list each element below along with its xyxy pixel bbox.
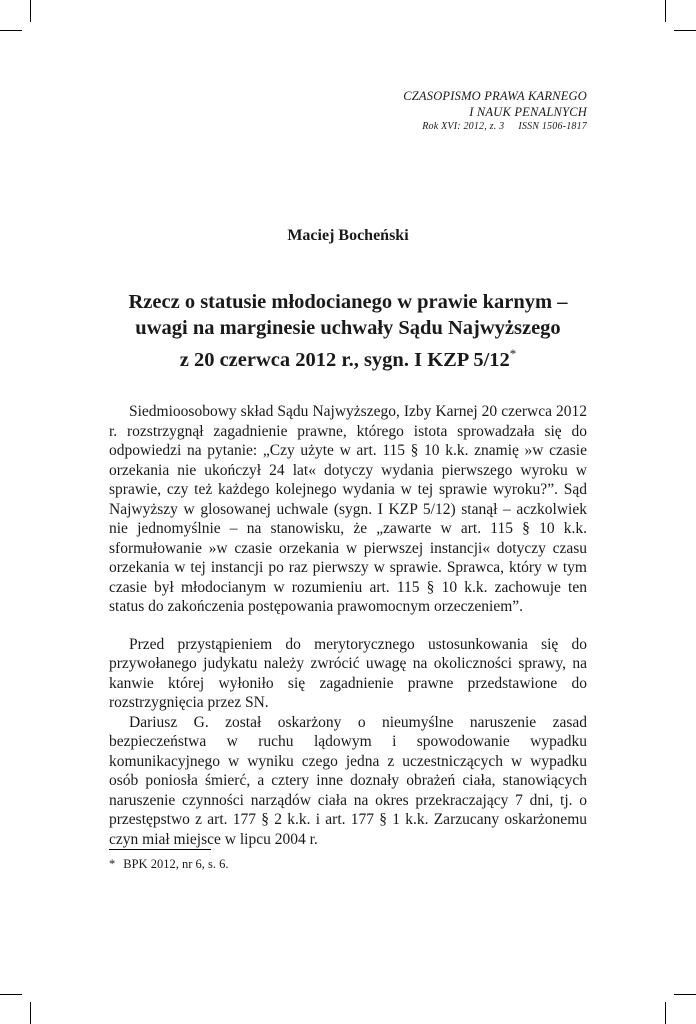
paragraph: Przed przystąpieniem do merytorycznego ustosunkowania się do przywołanego judykatu należy zwrócić uwagę na okoliczności sprawy, na kanwie której wyłoniło się zagadnienie prawne przedstawione do rozstrzygnięcia przez SN. xyxy=(109,635,587,711)
issn: ISSN 1506-1817 xyxy=(518,121,587,132)
title-footnote-mark: * xyxy=(509,346,517,361)
journal-name-line1: CZASOPISMO PRAWA KARNEGO xyxy=(403,89,587,103)
footnote-mark: * xyxy=(109,857,116,871)
paragraph: Dariusz G. został oskarżony o nieumyślne naruszenie zasad bezpieczeństwa w ruchu lądowym i spowodowanie wypadku komunikacyjnego w wyniku czego jedna z uczestniczących w wypadku osób poniosła śmierć, a cztery inne doznały obrażeń ciała, stanowiących naruszenie czynności narządów ciała na okres przekraczający 7 dni, tj. o przestępstwo z art. 177 § 2 k.k. i art. 177 § 1 k.k. Zarzucany oskarżonemu czyn miał miejsce w lipcu 2004 r. xyxy=(109,713,587,848)
title-line2: uwagi na marginesie uchwały Sądu Najwyższego xyxy=(135,317,561,339)
crop-mark xyxy=(0,30,22,31)
crop-mark xyxy=(665,1002,666,1024)
issue-number: Rok XVI: 2012, z. 3 xyxy=(422,121,505,132)
footnote-text: BPK 2012, nr 6, s. 6. xyxy=(123,857,229,871)
title-line3: z 20 czerwca 2012 r., sygn. I KZP 5/12 xyxy=(179,348,510,371)
paragraph: Siedmioosobowy skład Sądu Najwyższego, Izby Karnej 20 czerwca 2012 r. rozstrzygnął zagadnienie prawne, którego istota sprowadzała się do odpowiedzi na pytanie: „Czy użyte w art. 115 § 10 k.k. znamię »w czasie orzekania nie ukończył 24 lat« dotyczy wydania pierwszego wyroku w sprawie, czy też każdego kolejnego wydania w tej sprawie wyroku?”. Sąd Najwyższy w glosowanej uchwale (sygn. I KZP 5/12) stanął – aczkolwiek nie jednomyślnie – na stanowisku, że „zawarte w art. 115 § 10 k.k. sformułowanie »w czasie orzekania w pierwszej instancji« dotyczy czasu orzekania w tej instancji po raz pierwszy w sprawie. Sprawca, który w tym czasie był młodocianym w rozumieniu art. 115 § 10 k.k. zachowuje ten status do zakończenia postępowania prawomocnym orzeczeniem”. xyxy=(109,403,587,615)
crop-mark xyxy=(674,30,696,31)
crop-mark xyxy=(30,0,31,22)
author-name: Maciej Bocheński xyxy=(287,227,409,244)
journal-header xyxy=(403,88,587,134)
crop-mark xyxy=(674,994,696,995)
crop-mark xyxy=(30,1002,31,1024)
crop-mark xyxy=(665,0,666,22)
title-line1: Rzecz o statusie młodocianego w prawie karnym – xyxy=(128,291,568,313)
issue-info xyxy=(403,120,587,134)
crop-mark xyxy=(0,994,22,995)
article-body xyxy=(109,402,587,849)
footnote xyxy=(109,857,228,872)
journal-name-line2: I NAUK PENALNYCH xyxy=(469,105,587,119)
article-title xyxy=(90,289,606,373)
footnote-divider xyxy=(109,849,211,850)
